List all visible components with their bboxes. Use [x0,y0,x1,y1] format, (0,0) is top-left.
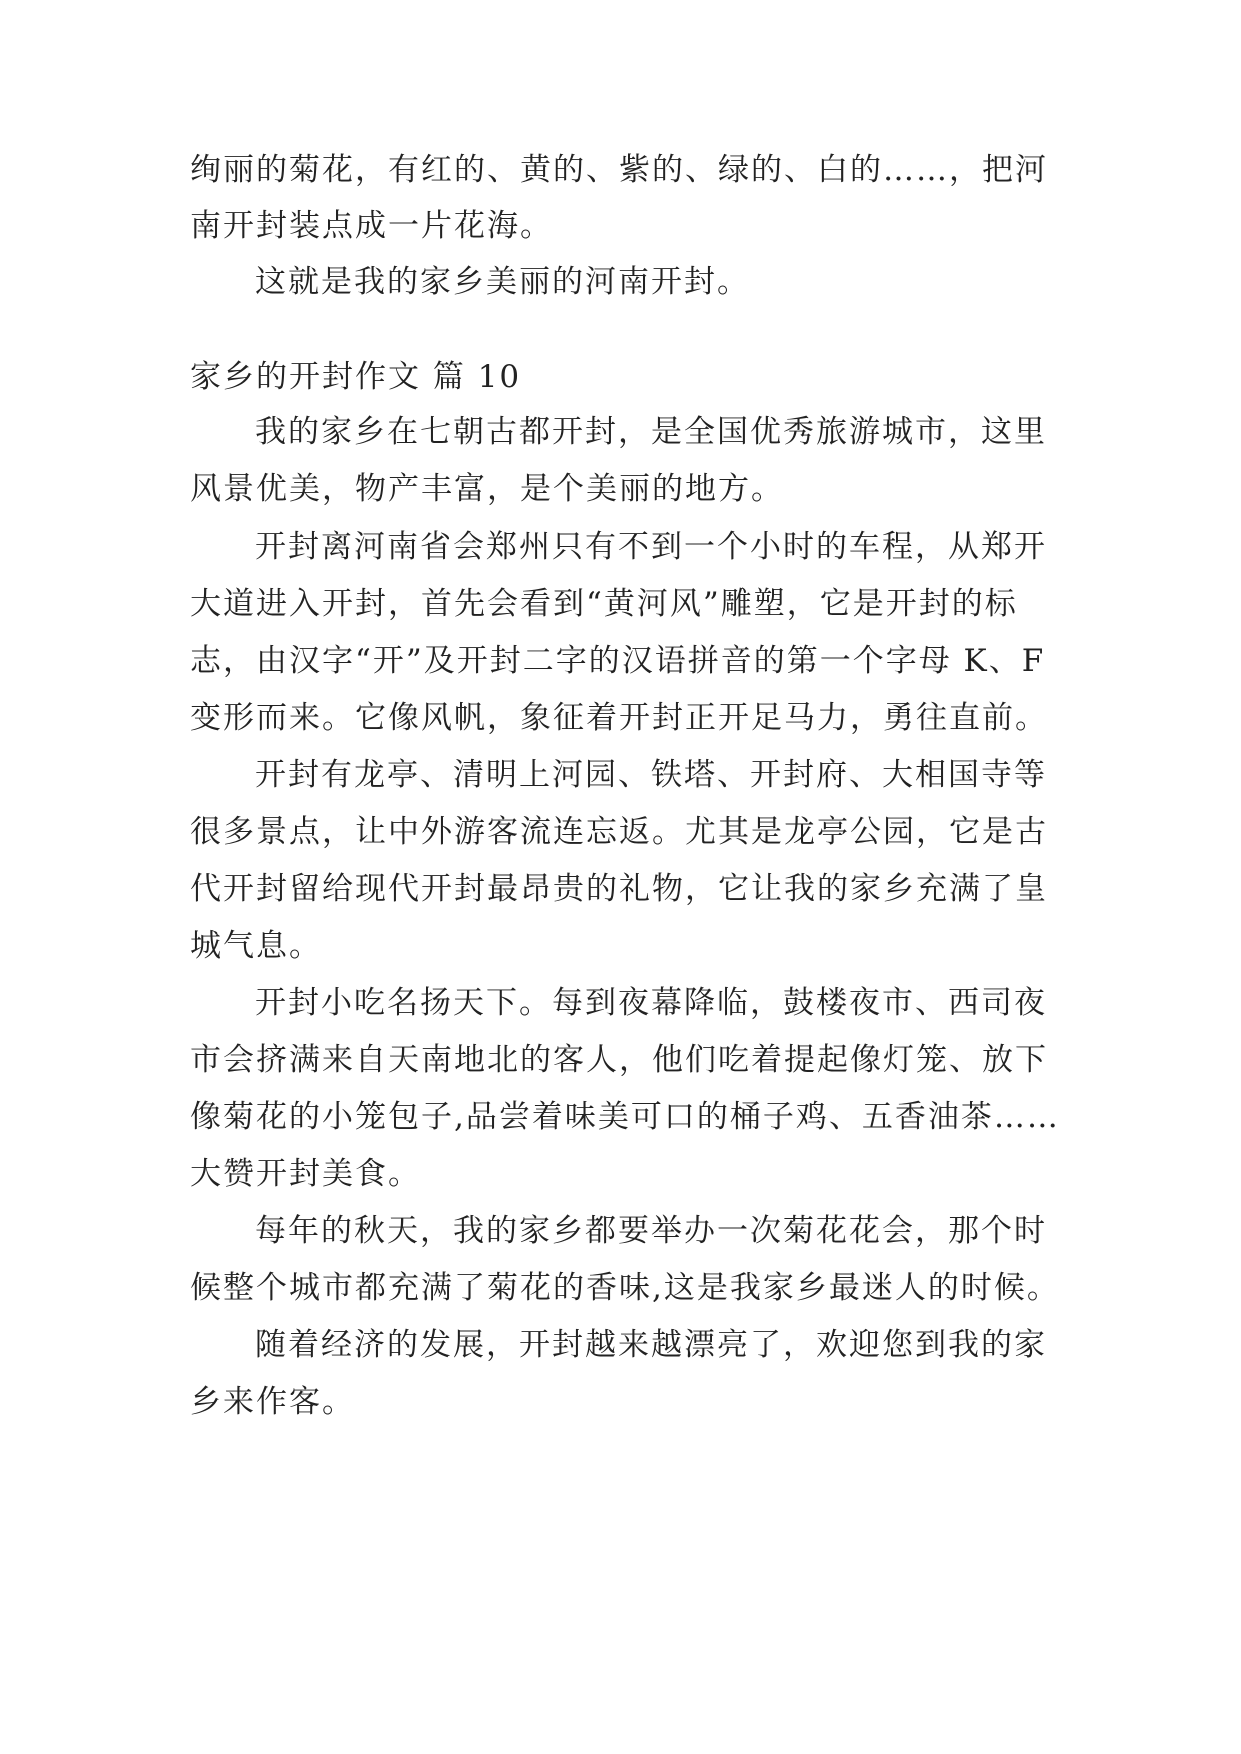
paragraph-line: 大道进入开封，首先会看到“黄河风”雕塑，它是开封的标 [190,586,1018,622]
paragraph-line: 候整个城市都充满了菊花的香味,这是我家乡最迷人的时候。 [190,1270,1060,1306]
paragraph-line: 城气息。 [190,928,322,964]
paragraph-line: 每年的秋天，我的家乡都要举办一次菊花花会，那个时 [255,1213,1047,1249]
paragraph-line: 随着经济的发展，开封越来越漂亮了，欢迎您到我的家 [255,1327,1047,1363]
paragraph-line: 我的家乡在七朝古都开封，是全国优秀旅游城市，这里 [255,414,1047,450]
section-heading: 家乡的开封作文 篇 10 [190,359,522,395]
paragraph-line: 大赞开封美食。 [190,1156,421,1192]
paragraph-line: 南开封装点成一片花海。 [190,208,553,244]
paragraph-line: 开封小吃名扬天下。每到夜幕降临，鼓楼夜市、西司夜 [255,985,1047,1021]
paragraph-line: 很多景点，让中外游客流连忘返。尤其是龙亭公园，它是古 [190,814,1048,850]
paragraph-line: 乡来作客。 [190,1384,355,1420]
paragraph-line: 风景优美，物产丰富，是个美丽的地方。 [190,471,784,507]
paragraph-line: 开封离河南省会郑州只有不到一个小时的车程，从郑开 [255,529,1047,565]
paragraph-line: 绚丽的菊花，有红的、黄的、紫的、绿的、白的……，把河 [190,152,1048,188]
paragraph-line: 志，由汉字“开”及开封二字的汉语拼音的第一个字母 K、F [190,643,1046,679]
paragraph-line: 变形而来。它像风帆，象征着开封正开足马力，勇往直前。 [190,700,1048,736]
paragraph-line: 这就是我的家乡美丽的河南开封。 [255,264,750,300]
paragraph-line: 像菊花的小笼包子,品尝着味美可口的桶子鸡、五香油茶…… [190,1099,1060,1135]
paragraph-line: 开封有龙亭、清明上河园、铁塔、开封府、大相国寺等 [255,757,1047,793]
paragraph-line: 代开封留给现代开封最昂贵的礼物，它让我的家乡充满了皇 [190,871,1048,907]
paragraph-line: 市会挤满来自天南地北的客人，他们吃着提起像灯笼、放下 [190,1042,1048,1078]
